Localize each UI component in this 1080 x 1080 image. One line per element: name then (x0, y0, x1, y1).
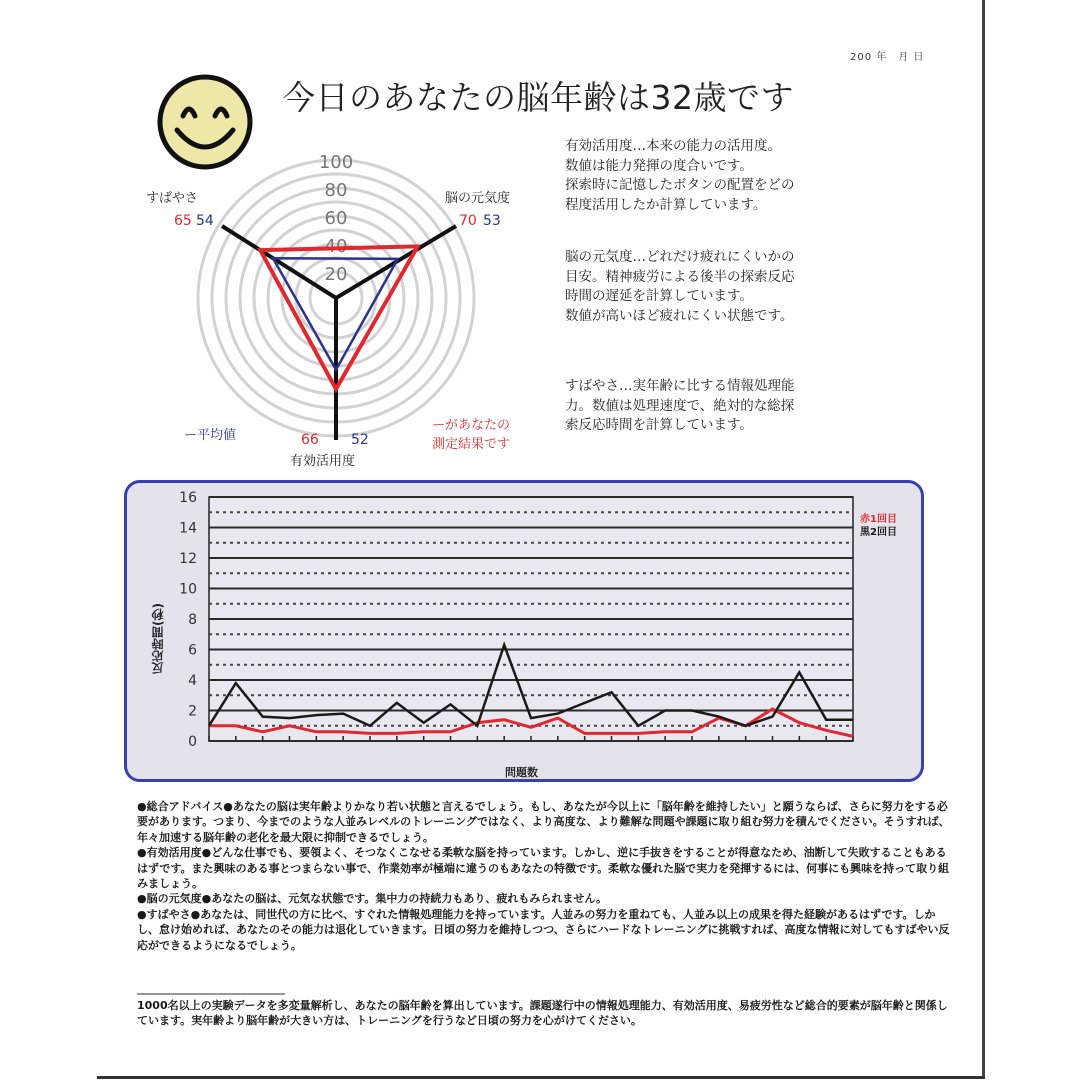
svg-text:12: 12 (179, 551, 197, 567)
radar-energy-average: 53 (483, 213, 501, 229)
legend-average: ー平均値 (184, 428, 237, 443)
legend-yours-line2: 測定結果です (432, 437, 511, 452)
radar-speed-average: 54 (196, 213, 214, 229)
page-border-right (982, 0, 985, 1079)
description-brain-energy: 脳の元気度…どれだけ疲れにくいかの 目安。精神疲労による後半の探索反応 時間の遅延を計算しています。 数値が高いほど疲れにくい状態です。 (565, 249, 795, 324)
radar-energy-yours: 70 (459, 213, 477, 229)
svg-text:40: 40 (324, 236, 348, 257)
svg-text:6: 6 (188, 642, 197, 659)
svg-text:14: 14 (179, 520, 197, 537)
radar-axis-label-speed: すばやさ (146, 191, 199, 206)
x-axis-label: 問題数 (505, 766, 538, 779)
svg-text:10: 10 (179, 581, 197, 598)
svg-text:20: 20 (324, 264, 348, 285)
svg-text:60: 60 (324, 208, 348, 229)
page-title: 今日のあなたの脳年齢は32歳です (282, 78, 794, 117)
radar-effective-yours: 66 (301, 432, 319, 448)
svg-text:100: 100 (318, 152, 354, 173)
date-field: 200 年 月 日 (850, 52, 925, 63)
svg-text:8: 8 (188, 612, 197, 628)
svg-text:0: 0 (188, 734, 197, 750)
advice-overall: ●総合アドバイス●あなたの脳は実年齢よりかなり若い状態と言えるでしょう。もし、あなたが今以上に「脳年齢を維持したい」と願うならば、さらに努力をする必要があります。つまり、今までのような人並みレベルのトレーニングではなく、より高度な、より難解な問題や課題に取り組む努力を積んでください。そうすれば、年々加速する脳年齢の老化を最大限に抑制できるでしょう。 (137, 800, 950, 844)
radar-chart (140, 140, 540, 470)
legend-series-1: 赤1回目 (860, 514, 897, 525)
svg-text:16: 16 (179, 490, 197, 506)
y-axis-label: 反応時間(秒) (151, 603, 165, 674)
advice-effective-use: ●有効活用度●どんな仕事でも、要領よく、そつなくこなせる柔軟な脳を持っています。しかし、逆に手抜きをすることが得意なため、油断して失敗することもあるはずです。また興味のある事とつまらない事で、作業効率が極端に違うのもあなたの特徴です。柔軟な優れた脳で実力を発揮するには、何事にも興味を持って取り組みましょう。 (137, 846, 950, 891)
svg-text:80: 80 (324, 180, 348, 201)
footnote-divider (137, 993, 285, 995)
reaction-time-chart (124, 480, 924, 782)
radar-axis-label-effective-use: 有効活用度 (290, 454, 356, 469)
radar-speed-yours: 65 (174, 213, 192, 229)
svg-text:4: 4 (188, 673, 197, 689)
legend-yours-line1: ーがあなたの (432, 418, 511, 433)
svg-text:2: 2 (188, 703, 197, 720)
description-speed: すばやさ…実年齢に比する情報処理能 力。数値は処理速度で、絶対的な総探 索反応時間を計算しています。 (565, 378, 795, 433)
advice-brain-energy: ●脳の元気度●あなたの脳は、元気な状態です。集中力の持続力もあり、疲れもみられません。 (137, 892, 607, 906)
radar-axis-label-brain-energy: 脳の元気度 (445, 191, 511, 206)
page-border-bottom (97, 1076, 985, 1079)
radar-effective-average: 52 (351, 432, 369, 448)
footnote: 1000名以上の実験データを多変量解析し、あなたの脳年齢を算出しています。課題遂行中の情報処理能力、有効活用度、易疲労性など総合的要素が脳年齢と関係しています。実年齢より脳年齢が大きい方は、トレーニングを行うなど日頃の努力を心がけてください。 (137, 999, 948, 1028)
legend-series-2: 黒2回目 (860, 527, 897, 538)
advice-section (137, 799, 957, 953)
advice-speed: ●すばやさ●あなたは、同世代の方に比べ、すぐれた情報処理能力を持っています。人並みの努力を重ねても、人並み以上の成果を得た経験があるはずです。しかし、怠け始めれば、あなたのその能力は退化していきます。日頃の努力を維持しつつ、さらにハードなトレーニングに挑戦すれば、高度な情報に対してもすばやい反応ができるようになるでしょう。 (137, 907, 950, 952)
chart-legend (860, 513, 897, 539)
description-effective-use: 有効活用度…本来の能力の活用度。 数値は能力発揮の度合いです。 探索時に記憶したボタンの配置をどの 程度活用したか計算しています。 (565, 138, 795, 213)
